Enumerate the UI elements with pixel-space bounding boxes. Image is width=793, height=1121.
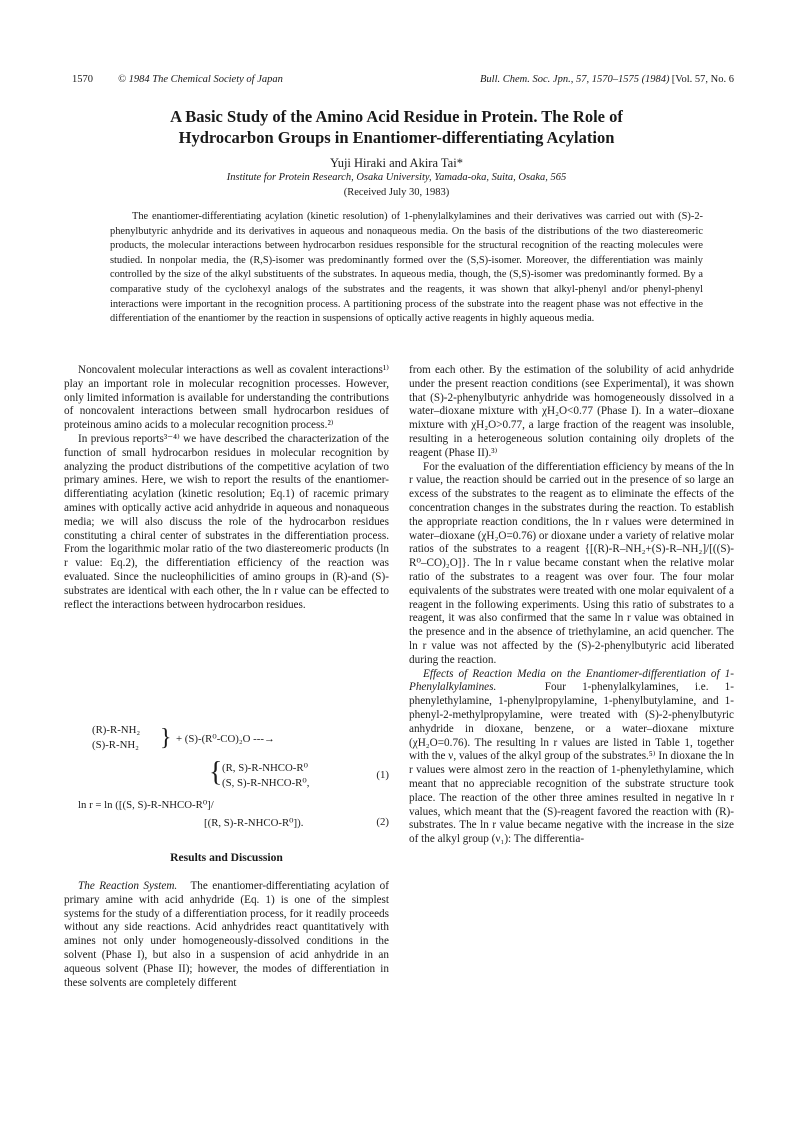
section-heading: Results and Discussion [170,851,283,864]
intro-paragraph-2: In previous reports³⁻⁴⁾ we have described the characterization of the function of small hydrocarbon residues in molecular recognition by analyzing the product distributions of the competitive acylation of two primary amines. Here, we wish to report the results of the enantiomer-differentiating acylation (kinetic resolution; Eq.1) of racemic primary amines with optically active acid anhydride in aqueous and nonaqueous media; we will also discuss the role of the hydrocarbon residues constituting a chiral center of substrates in the differentiation process. From the logarithmic molar ratio of the two diastereomeric products (ln r value: Eq.2), the differentiation efficiency of the reaction was evaluated. Since the nucleophilicities of amino groups in (R)-and (S)-substrates are identical with each other, the ln r value can be effected to reflect the interactions between hydrocarbon residues. [64,432,389,611]
equation-1-products [64,757,389,793]
media-effects-subheading: Effects of Reaction Media on the Enantiomer-differentiation of 1-Phenylalkylamines. [409,667,734,694]
paper-title [100,106,693,148]
eq2-line-1: ln r = ln ([(S, S)-R-NHCO-R⁰]/ [78,799,214,811]
eq1-reactant-brace: } [160,725,172,751]
authors: Yuji Hiraki and Akira Tai* [330,156,463,170]
right-column [409,364,734,847]
eq1-product-ss: (S, S)-R-NHCO-R⁰, [222,777,310,789]
left-column-intro [64,364,389,612]
equation-1-number: (1) [376,769,389,781]
journal-citation: Bull. Chem. Soc. Jpn., 57, 1570–1575 (1984) [480,74,670,85]
eq1-reactant-s: (S)-R-NH₂ [92,739,139,751]
eq1-product-rs: (R, S)-R-NHCO-R⁰ [222,762,308,774]
received-date: (Received July 30, 1983) [343,187,450,198]
title-line-2: Hydrocarbon Groups in Enantiomer-differentiating Acylation [178,128,615,147]
reaction-system-subheading: The Reaction System. [78,880,178,892]
page-header [72,74,734,90]
title-line-1: A Basic Study of the Amino Acid Residue in Protein. The Role of [170,107,623,126]
page-number: 1570 [72,74,93,85]
right-paragraph-1: from each other. By the estimation of the solubility of acid anhydride under the present reaction conditions (see Experimental), it was shown that (S)-2-phenylbutyric anhydride was homogeneously dissolved in a water–dioxane mixture with χH₂O<0.77 (Phase I). In a water–dioxane mixture with χH₂O>0.77, a large fraction of the reagent was insoluble, resulting in a heterogeneous solution containing oily droplets of the reagent (Phase II).³⁾ [409,364,734,459]
equation-1-reactants [64,724,389,754]
copyright-notice: © 1984 The Chemical Society of Japan [118,74,283,85]
eq1-product-brace: { [209,757,223,788]
equation-2 [64,798,389,832]
left-column-results [64,880,389,990]
equation-2-number: (2) [376,816,389,828]
eq1-reagent: + (S)-(R⁰-CO)₂O ---→ [176,733,275,745]
eq2-line-2: [(R, S)-R-NHCO-R⁰]). [204,817,304,829]
volume-issue: [Vol. 57, No. 6 [671,74,734,85]
reaction-system-text: The enantiomer-differentiating acylation of primary amine with acid anhydride (Eq. 1) is one of the simplest systems for the study of a differentiation process, for it readily proceeds without any side reactions. Acid anhydrides react quantitatively with amines not only under homogeneously-dissolved conditions in the solvent (Phase I), but also in a suspension of acid anhydride in an aqueous solvent (Phase II); however, the modes of differentiation in these solvents are completely different [64,880,389,989]
reaction-system-paragraph [64,880,389,990]
institution: Institute for Protein Research, Osaka University, Yamada-oka, Suita, Osaka, 565 [226,172,567,183]
abstract: The enantiomer-differentiating acylation (kinetic resolution) of 1-phenylalkylamines and their derivatives was carried out with (S)-2-phenylbutyric anhydride and its derivatives in aqueous and nonaqueous media. On the basis of the distributions of the two diastereomeric products, the molecular interactions between hydrocarbon residues responsible for the structural recognition of the reacting molecules were studied. In nonpolar media, the (R,S)-isomer was predominantly formed over the (S,S)-isomer. Moreover, the differentiation was mainly controlled by the size of the alkyl substituents of the substrates. In aqueous media, though, the (S,S)-isomer was predominantly formed. By a comparative study of the cyclohexyl analogs of the substrates and the reagents, it was shown that alkyl-phenyl and/or phenyl-phenyl interactions were important in the recognition process. A partitioning process of the substrate into the reagent phase was not effective in the differentiation of the enantiomer by the reaction in suspensions of optically active reagents in highly aqueous media. [110,211,703,325]
right-paragraph-3 [409,668,734,847]
eq1-reactant-r: (R)-R-NH₂ [92,724,141,736]
media-effects-text: Four 1-phenylalkylamines, i.e. 1-phenylethylamine, 1-phenylpropylamine, 1-phenylbutylamine, and 1-phenyl-2-methylpropylamine, were treated with (S)-2-phenylbutyric anhydride in dioxane, benzene, or a water–dioxane mixture (χH₂O=0.76). The resulting ln r values are listed in Table 1, together with the ν, values of the alkyl group of the substrates.⁵⁾ In dioxane the ln r values were almost zero in the reaction of 1-phenylethylamine, which meant that no appreciable recognition of the substrate structure took place. The reaction of the other three amines resulted in negative ln r values, which meant that the (S)-reagent favored the reaction with (R)-substrates. The ln r value became negative with the increase in the size of the alkyl group (ν₁): The differentia- [409,681,735,846]
intro-paragraph-1: Noncovalent molecular interactions as well as covalent interactions¹⁾ play an important role in molecular recognition processes. However, only limited information is available for understanding the contributions of noncovalent interactions between small hydrocarbon residues of proteinous amino acids to a molecular recognition process.²⁾ [64,364,389,432]
right-paragraph-2: For the evaluation of the differentiation efficiency by means of the ln r value, the reaction should be carried out in the presence of so large an excess of the substrates to the reagent as to eliminate the effects of the concentration changes in the substrates during the reaction. To establish the appropriate reaction conditions, the ln r values were determined in water–dioxane (χH₂O=0.76) or dioxane under a variety of relative molar ratios of the substrates to a reagent {[(R)-R–NH₂+(S)-R–NH₂]/[((S)-R⁰–CO)₂O]}. The ln r value became constant when the relative molar ratio of the substrates to a reagent was over four. The four molar equivalents of the substrates were treated with one molar equivalent of a reagent in the following experiments. Using this ratio of substrates to a reagent, it was also confirmed that the same ln r value was obtained in the presence and in the absence of triethylamine, an acid quencher. The ln r value was not affected by the (S)-2-phenylbutyric acid liberated during the reaction. [409,460,734,666]
